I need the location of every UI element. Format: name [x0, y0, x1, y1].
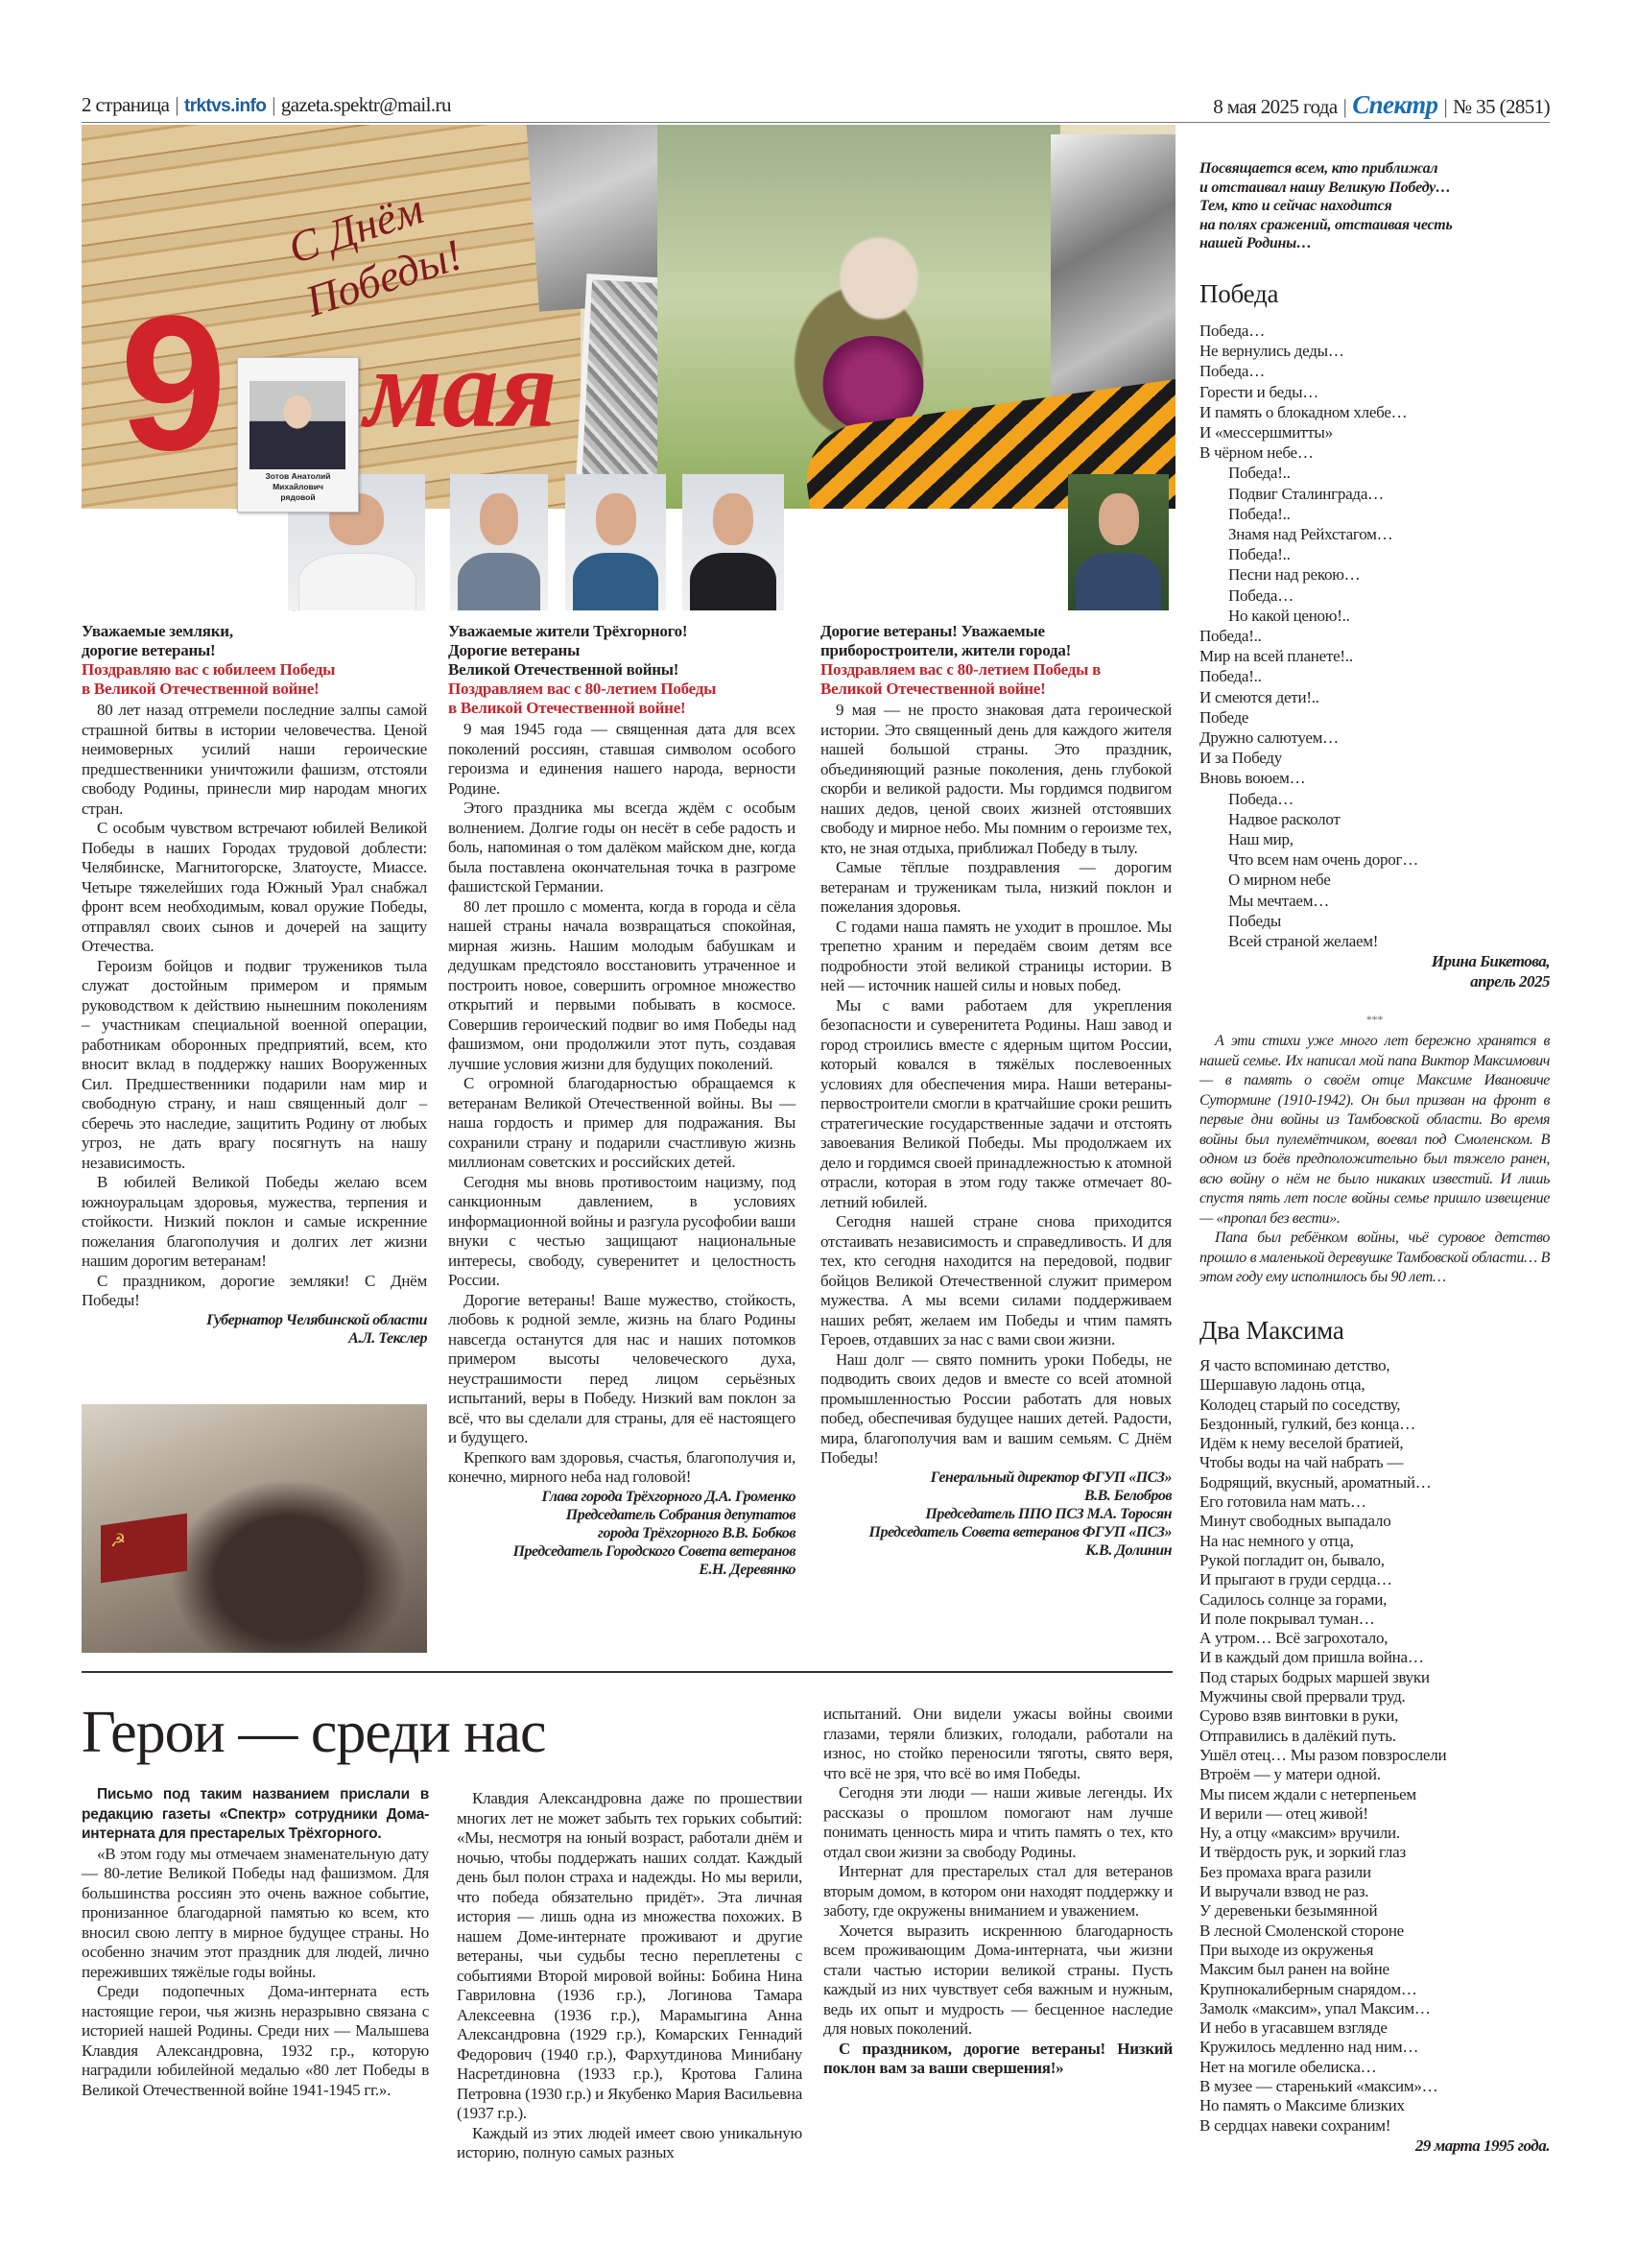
greeting-subheading: Поздравляем вас с 80-летием Победы в Великой Отечественной войне!: [820, 660, 1102, 698]
signature-line-list: [82, 1311, 427, 1348]
suit: [573, 553, 657, 610]
paragraph: 9 мая 1945 года — священная дата для всех поколений россиян, ставшая символом особого героизма и единения нашего народа, верности Родине.: [448, 720, 795, 798]
poem-line: Без промаха врага разили: [1199, 1862, 1371, 1881]
signature-line: Генеральный директор ФГУП «ПСЗ»: [930, 1468, 1172, 1486]
poem-line-list: [1199, 1356, 1550, 2136]
signature-line: Губернатор Челябинской области: [206, 1311, 427, 1328]
poem-line: Победы: [1228, 911, 1282, 930]
paragraph: Среди подопечных Дома-интерната есть настоящие герои, чья жизнь неразрывно связана с историей нашей Родины. Среди них — Малышева Клавдия Александровна, 1932 г.р., которую наградили юбилейной медалью «80 лет Победы в Великой Отечественной войне 1941-1945 гг.».: [82, 1982, 429, 2099]
poem-line: Сурово взяв винтовки в руки,: [1199, 1707, 1399, 1726]
greeting-heading: Уважаемые жители Трёхгорного! Дорогие ветераны Великой Отечественной войны!: [448, 622, 688, 679]
paragraph: Хочется выразить искреннюю благодарность всем проживающим Дома-интерната, чьи жизни стали частью истории великой страны. Пусть каждый из них чувствует себя важным и нужным, ведь их опыт и мудрость — бесценное наследие для новых поколений.: [823, 1921, 1173, 2038]
note-paragraph: Папа был ребёнком войны, чьё суровое детство прошло в маленькой деревушке Тамбовской области… В этом году ему исполнилось бы 90 лет…: [1199, 1229, 1550, 1285]
poem-line: Шершавую ладонь отца,: [1199, 1375, 1365, 1395]
poem-line: Победе: [1199, 707, 1249, 727]
poem-date: апрель 2025: [1470, 972, 1550, 991]
poem-line-list: [1199, 463, 1550, 626]
poem-line: Подвиг Сталинграда…: [1228, 484, 1384, 503]
portrait-head-of-city: [450, 474, 548, 610]
paragraph-list: [457, 1789, 802, 2163]
article-column-2: [457, 1789, 802, 2163]
poem-line: Но память о Максиме близких: [1199, 2096, 1405, 2115]
page-header: [82, 90, 1550, 121]
poem-pobeda: [1199, 321, 1550, 991]
placard-name: Зотов Анатолий Михайлович рядовой: [265, 471, 331, 502]
poem-line: И верили — отец живой!: [1199, 1803, 1368, 1823]
signature-line: В.В. Белобров: [1083, 1487, 1172, 1504]
banner-number: 9: [120, 276, 227, 490]
signature-line: Председатель Собрания депутатов: [565, 1506, 795, 1523]
poem-line: А утром… Всё загрохотало,: [1199, 1629, 1389, 1648]
poem-line: Всей страной желаем!: [1228, 932, 1379, 951]
paragraph: Каждый из этих людей имеет свою уникальную историю, полную самых разных: [457, 2123, 802, 2161]
divider: |: [175, 93, 178, 116]
greeting-heading: Дорогие ветераны! Уважаемые приборостроители, жители города!: [820, 622, 1071, 659]
poem-line: Победа!..: [1228, 504, 1291, 523]
paragraph: Героизм бойцов и подвиг тружеников тыла служат достойным примером и прямым руководством к действию нынешним поколениям – участникам специальной военной операции, работникам оборонных предприятий, всем, кто вносит вклад в поддержку наших Вооруженных Сил. Предшественники подарили нам мир и свободную страну, и наш священный долг – сберечь это наследие, защитить Родину от любых угроз, не дать врагу посягнуть на нашу независимость.: [82, 956, 427, 1172]
face: [713, 493, 753, 545]
poem-two-maxims: [1199, 1356, 1550, 2156]
signature-line: Глава города Трёхгорного Д.А. Громенко: [541, 1488, 795, 1505]
section-separator: ***: [1365, 1013, 1384, 1026]
poem-line: Песни над рекою…: [1228, 565, 1361, 585]
poem-line: Мы мечтаем…: [1228, 891, 1329, 910]
greeting-subheading: Поздравляю вас с юбилеем Победы в Великой Отечественной войне!: [82, 660, 336, 698]
signature-line: города Трёхгорного В.В. Бобков: [598, 1524, 795, 1541]
poem-line: Надвое расколот: [1228, 809, 1341, 828]
greeting-heading: Уважаемые земляки, дорогие ветераны!: [82, 622, 233, 659]
poem-line: Отправились в далёкий путь.: [1199, 1726, 1396, 1745]
paragraph-list: [820, 701, 1172, 1468]
archive-photo-soldiers: [1051, 134, 1175, 413]
poem-line: И за Победу: [1199, 749, 1282, 768]
issue-number: № 35 (2851): [1453, 95, 1550, 118]
header-left: [82, 90, 451, 121]
paragraph-list: [82, 1845, 429, 2101]
greeting-subheading: Поздравляем вас с 80-летием Победы в Великой Отечественной войне!: [448, 680, 717, 717]
poem-title: Два Максима: [1199, 1316, 1344, 1345]
poem-line: Колодец старый по соседству,: [1199, 1395, 1401, 1414]
poem-line: Садилось солнце за горами,: [1199, 1589, 1388, 1609]
face: [480, 493, 519, 545]
immortal-regiment-placard: [237, 357, 359, 513]
face: [596, 493, 636, 545]
poem-line: В сердцах навеки сохраним!: [1199, 2115, 1391, 2135]
poem-line: Максим был ранен на войне: [1199, 1960, 1389, 1979]
poem-line: Его готовила нам мать…: [1199, 1492, 1366, 1512]
poem-line: Не вернулись деды…: [1199, 342, 1344, 361]
paragraph: Наш долг — свято помнить уроки Победы, не подводить своих дедов и вместе со всей атомной промышленностью России работать для новых побед, обеспечивая будущее наших детей. Радости, мира, благополучия вам и вашим семьям. С Днём Победы!: [820, 1349, 1172, 1467]
poem-line: И «мессершмитты»: [1199, 423, 1333, 442]
paragraph: Крепкого вам здоровья, счастья, благополучия и, конечно, мирного неба над головой!: [448, 1447, 795, 1486]
newspaper-logo: Спектр: [1352, 90, 1438, 119]
poem-line: Минут свободных выпадало: [1199, 1512, 1391, 1531]
paragraph: испытаний. Они видели ужасы войны своими глазами, теряли близких, голодали, работали на износ, но стойко переносили тяготы, свято веря, что всё не зря, что всё во имя Победы.: [823, 1705, 1173, 1782]
poem-line: Победа…: [1228, 585, 1294, 605]
paragraph: 80 лет прошло с момента, когда в города и сёла нашей страны начала возвращаться спокойная, мирная жизнь. Нашим молодым бабушкам и дедушкам предстояло восстановить утраченное и построить новое, совершить огромное множество открытий и первыми побывать в космосе. Совершив героический подвиг во имя Победы над фашизмом, они продолжили этот путь, создавая лучшие условия жизни для будущих поколений.: [448, 896, 795, 1073]
poem-line-list: [1199, 626, 1550, 789]
poem-line: И выручали взвод не раз.: [1199, 1882, 1369, 1901]
paragraph: 80 лет назад отгремели последние залпы самой страшной битвы в истории человечества. Ценой неимоверных усилий наши героические предшественники уничтожили фашизм, отстояли свободу Родины, принесли мир народам многих стран.: [82, 701, 427, 818]
article-column-1: [82, 1785, 429, 2100]
paragraph: «В этом году мы отмечаем знаменательную дату — 80-летие Великой Победы над фашизмом. Для большинства россиян это очень важное событие, пронизанное благодарной памятью ко всем, кто вносил свою лепту в мирное будущее страны. Но особенно значим этот праздник для людей, лично переживших тяжёлые годы войны.: [82, 1844, 429, 1981]
paragraph: В юбилей Великой Победы желаю всем южноуральцам здоровья, мужества, терпения и стойкости. Низкий поклон и самые искренние пожелания благополучия и долгих лет жизни нашим дорогим ветеранам!: [82, 1173, 427, 1270]
poem-line: Бездонный, гулкий, без конца…: [1199, 1414, 1415, 1433]
poem-line: Крупнокалиберным снарядом…: [1199, 1979, 1417, 1998]
poem-line: И память о блокадном хлебе…: [1199, 402, 1408, 421]
veteran-photo: [249, 381, 345, 469]
poem-line: Знамя над Рейхстагом…: [1228, 525, 1393, 544]
poem-line: Горести и беды…: [1199, 382, 1319, 401]
poem-line: Мужчины свой прервали труд.: [1199, 1687, 1406, 1707]
paragraph-list: [823, 1783, 1173, 2040]
poem-line: Я часто вспоминаю детство,: [1199, 1356, 1390, 1374]
poem-line: И в каждый дом пришла война…: [1199, 1648, 1424, 1667]
signature-line: Е.Н. Деревянко: [699, 1561, 795, 1578]
poem-line: Бодрящий, вкусный, ароматный…: [1199, 1472, 1432, 1492]
poem-line: Рукой погладит он, бывало,: [1199, 1550, 1385, 1569]
poem-line: Мы писем ждали с нетерпеньем: [1199, 1784, 1416, 1803]
greeting-governor: [82, 622, 427, 1348]
poem-line: Что всем нам очень дорог…: [1228, 850, 1419, 870]
paragraph: С праздником, дорогие земляки! С Днём Победы!: [82, 1271, 427, 1309]
poem-line: У деревеньки безымянной: [1199, 1901, 1378, 1921]
article-closing: С праздником, дорогие ветераны! Низкий поклон вам за ваши свершения!»: [823, 2039, 1173, 2077]
poem-line: Чтобы воды на чай набрать —: [1199, 1453, 1404, 1472]
header-right: [1213, 90, 1550, 121]
poem-line: В чёрном небе…: [1199, 443, 1314, 463]
paragraph: Дорогие ветераны! Ваше мужество, стойкость, любовь к родной земле, жизнь на благо Родины навсегда останутся для нас и наших потомков примером высоты человеческого духа, неустрашимости перед лицом серьёзных испытаний, веры в Победу. Низкий вам поклон за всё, что вы сделали для страны, для её настоящего и будущего.: [448, 1290, 795, 1446]
poem-line: Нет на могиле обелиска…: [1199, 2057, 1377, 2076]
banner-word: мая: [365, 325, 558, 451]
poem-line-list: [1199, 321, 1550, 463]
signature-line: А.Л. Текслер: [348, 1329, 427, 1347]
poem-line: Победа…: [1199, 322, 1265, 340]
signature-line-list: [820, 1468, 1172, 1560]
paragraph: Интернат для престарелых стал для ветеранов вторым домом, в котором они находят поддержку и заботу, где окружены вниманием и уважением.: [823, 1862, 1173, 1920]
portrait-director: [1068, 474, 1169, 610]
poem-line: Дружно салютуем…: [1199, 728, 1339, 748]
divider: |: [1342, 95, 1347, 118]
article-column-3: [823, 1705, 1173, 2079]
article-lead: Письмо под таким названием прислали в редакцию газеты «Спектр» сотрудники Дома-интерната для престарелых Трёхгорного.: [82, 1786, 429, 1842]
poem-line: Победа!..: [1199, 627, 1262, 646]
shirt: [298, 553, 415, 610]
poem-line: И смеются дети!..: [1199, 687, 1319, 706]
issue-date: 8 мая 2025 года: [1213, 95, 1338, 118]
signature-line: Председатель ППО ПСЗ М.А. Торосян: [925, 1505, 1172, 1522]
poem-line: Наш мир,: [1228, 830, 1294, 849]
banner-greeting: С Днём Победы!: [282, 183, 468, 326]
paragraph: Этого праздника мы всегда ждём с особым волнением. Долгие годы он несёт в себе радость и боль, напоминая о том далёком майском дне, когда была поставлена окончательная точка в разгроме фашистской Германии.: [448, 799, 795, 895]
poem-line: О мирном небе: [1228, 871, 1331, 890]
paragraph: С огромной благодарностью обращаемся к ветеранам Великой Отечественной войны. Вы — наша гордость и пример для подражания. Вы сохранили страну и подарили счастливую жизнь миллионам советских и российских детей.: [448, 1074, 795, 1171]
poem-line: Замолк «максим», упал Максим…: [1199, 1998, 1431, 2017]
poem-title: Победа: [1199, 279, 1279, 308]
poem-line: И твёрдость рук, и зоркий глаз: [1199, 1843, 1406, 1862]
poem-line: Победа…: [1228, 789, 1294, 808]
face: [1099, 493, 1139, 545]
signature-line: Председатель Городского Совета ветеранов: [512, 1542, 795, 1560]
paragraph-list: [448, 720, 795, 1488]
paragraph: Сегодня нашей стране снова приходится отстаивать независимость и справедливость. И для тех, кто сегодня находится на передовой, подвиг бойцов Великой Отечественной служит примером мужества. А мы всеми силами поддерживаем наших ребят, желаем им Победы и чтим память Героев, отдавших за нас с вами свои жизни.: [820, 1212, 1172, 1349]
paragraph: Сегодня эти люди — наши живые легенды. Их рассказы о прошлом помогают нам лучше понимать ценность мира и чтить память о тех, кто отдал свои жизни за свободу Родины.: [823, 1783, 1173, 1861]
greeting-city-leaders: [448, 622, 795, 1579]
poem-line: Втроём — у матери одной.: [1199, 1765, 1381, 1784]
paragraph: Мы с вами работаем для укрепления безопасности и суверенитета Родины. Наш завод и город строились вместе с ядерным щитом России, который ковался в тяжёлых послевоенных условиях для обеспечения мира. Наши ветераны-первостроители смогли в кратчайшие сроки решить стратегические государственные задачи и отстоять завоевания Великой Победы. Мы продолжаем их дело и гордимся своей принадлежностью к атомной отрасли, которая в этом году также отмечает 80-летний юбилей.: [820, 995, 1172, 1211]
poem-line: Вновь воюем…: [1199, 769, 1306, 788]
divider: |: [272, 93, 275, 116]
paragraph: 9 мая — не просто знаковая дата героической истории. Это священный день для каждого жителя нашей большой страны. Это праздник, объединяющий разные поколения, день глубокой скорби и великой радости. Мы гордимся подвигом наших дедов, ценой своих жизней отстоявших свободу и мирное небо. Мы помним о героизме тех, кто, не зная отдыха, приближал Победу в тылу.: [820, 701, 1172, 857]
war-memorial-photo: [82, 1404, 427, 1653]
poem-line: Ушёл отец… Мы разом повзрослели: [1199, 1745, 1447, 1764]
poem-line: И небо в угасавшем взгляде: [1199, 2018, 1388, 2038]
poem-line: В лесной Смоленской стороне: [1199, 1921, 1404, 1940]
section-rule: [82, 1671, 1173, 1673]
signature-line: К.В. Долинин: [1085, 1541, 1172, 1559]
poetry-note: [1199, 1032, 1550, 1288]
site-link[interactable]: trktvs.info: [183, 96, 267, 116]
paragraph: Сегодня мы вновь противостоим нацизму, под санкционным давлением, в условиях информационной войны и разгула русофобии ваши внуки с честью защищают национальные интересы, свободу, суверенитет и целостность России.: [448, 1172, 795, 1289]
paragraph: Самые тёплые поздравления — дорогим ветеранам и труженикам тыла, низкий поклон и пожелания здоровья.: [820, 858, 1172, 916]
poem-date: 29 марта 1995 года.: [1414, 2136, 1550, 2155]
poem-line: Идём к нему веселой братией,: [1199, 1434, 1404, 1453]
note-paragraph: А эти стихи уже много лет бережно хранятся в нашей семье. Их написал мой папа Виктор Максимович — в память о своём отце Максиме Ивановиче Сутормине (1910-1942). Он был призван на фронт в первые дни войны из Тамбовской области. Во время войны был пулемётчиком, воевал под Смоленском. В одном из боёв предположительно был тяжело ранен, всю войну о нём не было никаких известий. И лишь спустя пять лет после войны семье пришло извещение — «пропал без вести».: [1199, 1033, 1550, 1227]
suit: [458, 553, 540, 610]
poem-line: Под старых бодрых маршей звуки: [1199, 1667, 1430, 1686]
poem-line: В музее — старенький «максим»…: [1199, 2076, 1438, 2095]
poem-line: Победа!..: [1228, 464, 1291, 483]
poem-line: При выходе из окруженья: [1199, 1940, 1374, 1959]
poem-line: Но какой ценою!..: [1228, 606, 1350, 625]
suit: [690, 553, 775, 610]
paragraph: С особым чувством встречают юбилей Великой Победы в наших Городах трудовой доблести: Челябинске, Магнитогорске, Златоусте, Миассе. Четыре тяжелейших года Южный Урал снабжал фронт всем необходимым, ковал оружие Победы, отправлял своих сынов и дочерей на защиту Отечества.: [82, 819, 427, 955]
paragraph: Клавдия Александровна даже по прошествии многих лет не может забыть тех горьких событий: «Мы, несмотря на юный возраст, работали днём и ночью, чтобы поддержать наших солдат. Каждый день был полон страха и надежды. Но мы верили, что победа обязательно придёт». Эта личная история — лишь одна из множества похожих. В нашем Доме-интернате проживают и другие ветераны, чьи судьбы тесно переплетены с событиями Второй мировой войны: Бобина Нина Гавриловна (1936 г.р.), Логинова Тамара Алексеевна (1936 г.р.), Марамыгина Анна Александровна (1929 г.р.), Комарских Геннадий Федорович (1940 г.р.), Фархутдинова Минибану Насретдиновна (1933 г.р.), Кротова Галина Петровна (1930 г.р.) и Якубенко Мария Васильевна (1937 г.р.).: [457, 1789, 802, 2122]
note-paragraph-list: [1199, 1032, 1550, 1288]
greeting-plant: [820, 622, 1172, 1560]
signature-line-list: [448, 1488, 795, 1579]
poem-line: Победа…: [1199, 362, 1265, 381]
hammer-sickle-icon: ☭: [110, 1529, 127, 1551]
paragraph: С годами наша память не уходит в прошлое. Мы трепетно храним и передаём своим детям все подробности этой великой страницы истории. В ней — источник нашей силы и новых побед.: [820, 917, 1172, 994]
poem-line: И прыгают в груди сердца…: [1199, 1570, 1392, 1589]
poem-line-list: [1199, 789, 1550, 952]
page-number: 2 страница: [82, 93, 170, 116]
poem-line: И поле покрывал туман…: [1199, 1609, 1375, 1628]
poem-line: Кружилось медленно над ним…: [1199, 2038, 1419, 2057]
suit: [1076, 553, 1160, 610]
red-flag: [101, 1514, 187, 1584]
divider: |: [1443, 95, 1448, 118]
article-headline: Герои — среди нас: [82, 1700, 546, 1765]
portrait-deputies-chairman: [565, 474, 666, 610]
poem-line: Ну, а отцу «максим» вручили.: [1199, 1824, 1400, 1843]
portrait-veterans-chairman: [682, 474, 784, 610]
email-link[interactable]: gazeta.spektr@mail.ru: [280, 93, 451, 116]
poetry-dedication: Посвящается всем, кто приближал и отстаивал нашу Великую Победу… Тем, кто и сейчас находится на полях сражений, отстаивая честь нашей Родины…: [1199, 160, 1453, 251]
header-rule: [82, 122, 1550, 123]
poem-line: Мир на всей планете!..: [1199, 647, 1353, 666]
poem-line: На нас немного у отца,: [1199, 1531, 1354, 1550]
signature-line: Председатель Совета ветеранов ФГУП «ПСЗ»: [868, 1523, 1172, 1540]
poem-author: Ирина Бикетова,: [1431, 952, 1550, 971]
poem-line: Победа!..: [1228, 545, 1291, 564]
poem-line: Победа!..: [1199, 667, 1262, 686]
paragraph-list: [82, 701, 427, 1311]
